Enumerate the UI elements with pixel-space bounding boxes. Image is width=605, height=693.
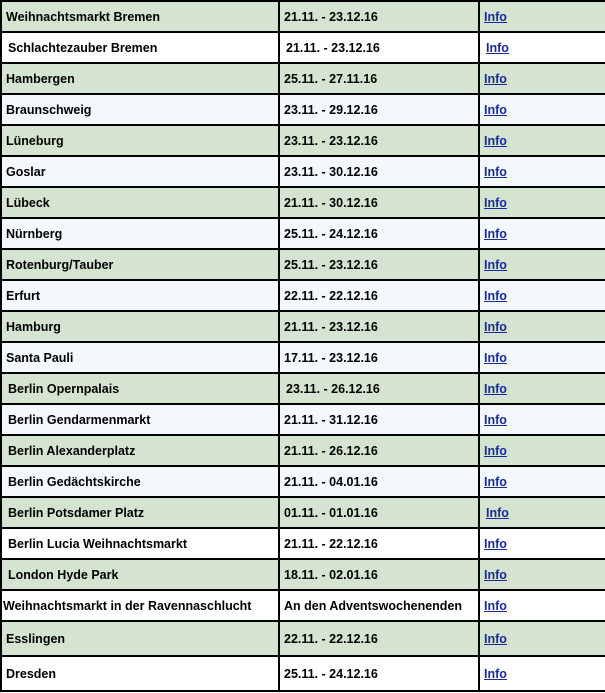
market-name: Dresden xyxy=(1,656,279,691)
table-row xyxy=(1,125,605,156)
info-link[interactable]: Info xyxy=(484,631,507,646)
market-dates: 21.11. - 26.12.16 xyxy=(279,435,479,466)
info-link[interactable]: Info xyxy=(484,567,507,582)
table-row xyxy=(1,63,605,94)
market-dates: 22.11. - 22.12.16 xyxy=(279,621,479,656)
table-row xyxy=(1,249,605,280)
table-row xyxy=(1,1,605,32)
info-link[interactable]: Info xyxy=(484,319,507,334)
table-row xyxy=(1,218,605,249)
table-row xyxy=(1,187,605,218)
table-row xyxy=(1,156,605,187)
market-name: Esslingen xyxy=(1,621,279,656)
market-name: Weihnachtsmarkt Bremen xyxy=(1,1,279,32)
market-name: Goslar xyxy=(1,156,279,187)
market-name: Nürnberg xyxy=(1,218,279,249)
table-row xyxy=(1,497,605,528)
market-dates: 18.11. - 02.01.16 xyxy=(279,559,479,590)
info-link[interactable]: Info xyxy=(484,257,507,272)
table-row xyxy=(1,373,605,404)
market-dates: 23.11. - 29.12.16 xyxy=(279,94,479,125)
info-link[interactable]: Info xyxy=(484,536,507,551)
info-link[interactable]: Info xyxy=(484,288,507,303)
market-name: Berlin Potsdamer Platz xyxy=(1,497,279,528)
market-dates: 23.11. - 30.12.16 xyxy=(279,156,479,187)
market-dates: 23.11. - 26.12.16 xyxy=(279,373,479,404)
table-row xyxy=(1,280,605,311)
market-dates: 21.11. - 23.12.16 xyxy=(279,32,479,63)
market-name: Schlachtezauber Bremen xyxy=(1,32,279,63)
market-dates: 25.11. - 24.12.16 xyxy=(279,656,479,691)
table-row xyxy=(1,590,605,621)
market-dates: 25.11. - 24.12.16 xyxy=(279,218,479,249)
info-link[interactable]: Info xyxy=(484,102,507,117)
info-link[interactable]: Info xyxy=(484,164,507,179)
info-link[interactable]: Info xyxy=(484,71,507,86)
table-row xyxy=(1,404,605,435)
info-link[interactable]: Info xyxy=(484,133,507,148)
table-row xyxy=(1,528,605,559)
market-name: Hamburg xyxy=(1,311,279,342)
info-link[interactable]: Info xyxy=(486,40,509,55)
market-dates: 25.11. - 23.12.16 xyxy=(279,249,479,280)
market-name: Rotenburg/Tauber xyxy=(1,249,279,280)
market-dates: 01.11. - 01.01.16 xyxy=(279,497,479,528)
market-name: Berlin Gendarmenmarkt xyxy=(1,404,279,435)
info-link[interactable]: Info xyxy=(484,381,507,396)
table-row xyxy=(1,559,605,590)
market-dates: 22.11. - 22.12.16 xyxy=(279,280,479,311)
market-dates: 17.11. - 23.12.16 xyxy=(279,342,479,373)
market-name: Hambergen xyxy=(1,63,279,94)
table-row xyxy=(1,94,605,125)
market-dates: 21.11. - 22.12.16 xyxy=(279,528,479,559)
info-link[interactable]: Info xyxy=(484,226,507,241)
market-name: Berlin Lucia Weihnachtsmarkt xyxy=(1,528,279,559)
market-dates: 21.11. - 31.12.16 xyxy=(279,404,479,435)
info-link[interactable]: Info xyxy=(484,412,507,427)
market-dates: 21.11. - 23.12.16 xyxy=(279,311,479,342)
market-dates: 21.11. - 04.01.16 xyxy=(279,466,479,497)
market-name: Erfurt xyxy=(1,280,279,311)
table-row xyxy=(1,656,605,691)
market-name: London Hyde Park xyxy=(1,559,279,590)
info-link[interactable]: Info xyxy=(484,9,507,24)
table-row xyxy=(1,311,605,342)
info-link[interactable]: Info xyxy=(484,443,507,458)
market-dates: 21.11. - 30.12.16 xyxy=(279,187,479,218)
market-name: Berlin Alexanderplatz xyxy=(1,435,279,466)
market-name: Berlin Opernpalais xyxy=(1,373,279,404)
table-row xyxy=(1,342,605,373)
table-row xyxy=(1,466,605,497)
market-name: Santa Pauli xyxy=(1,342,279,373)
table-row xyxy=(1,621,605,656)
info-link[interactable]: Info xyxy=(484,195,507,210)
info-link[interactable]: Info xyxy=(484,350,507,365)
info-link[interactable]: Info xyxy=(484,598,507,613)
market-dates: 25.11. - 27.11.16 xyxy=(279,63,479,94)
market-name: Lübeck xyxy=(1,187,279,218)
market-name: Berlin Gedächtskirche xyxy=(1,466,279,497)
market-name: Weihnachtsmarkt in der Ravennaschlucht xyxy=(1,590,279,621)
market-dates: 21.11. - 23.12.16 xyxy=(279,1,479,32)
table-row xyxy=(1,435,605,466)
market-name: Lüneburg xyxy=(1,125,279,156)
info-link[interactable]: Info xyxy=(486,505,509,520)
info-link[interactable]: Info xyxy=(484,666,507,681)
market-dates: 23.11. - 23.12.16 xyxy=(279,125,479,156)
market-name: Braunschweig xyxy=(1,94,279,125)
info-link[interactable]: Info xyxy=(484,474,507,489)
table-row xyxy=(1,32,605,63)
market-dates: An den Adventswochenenden xyxy=(279,590,479,621)
